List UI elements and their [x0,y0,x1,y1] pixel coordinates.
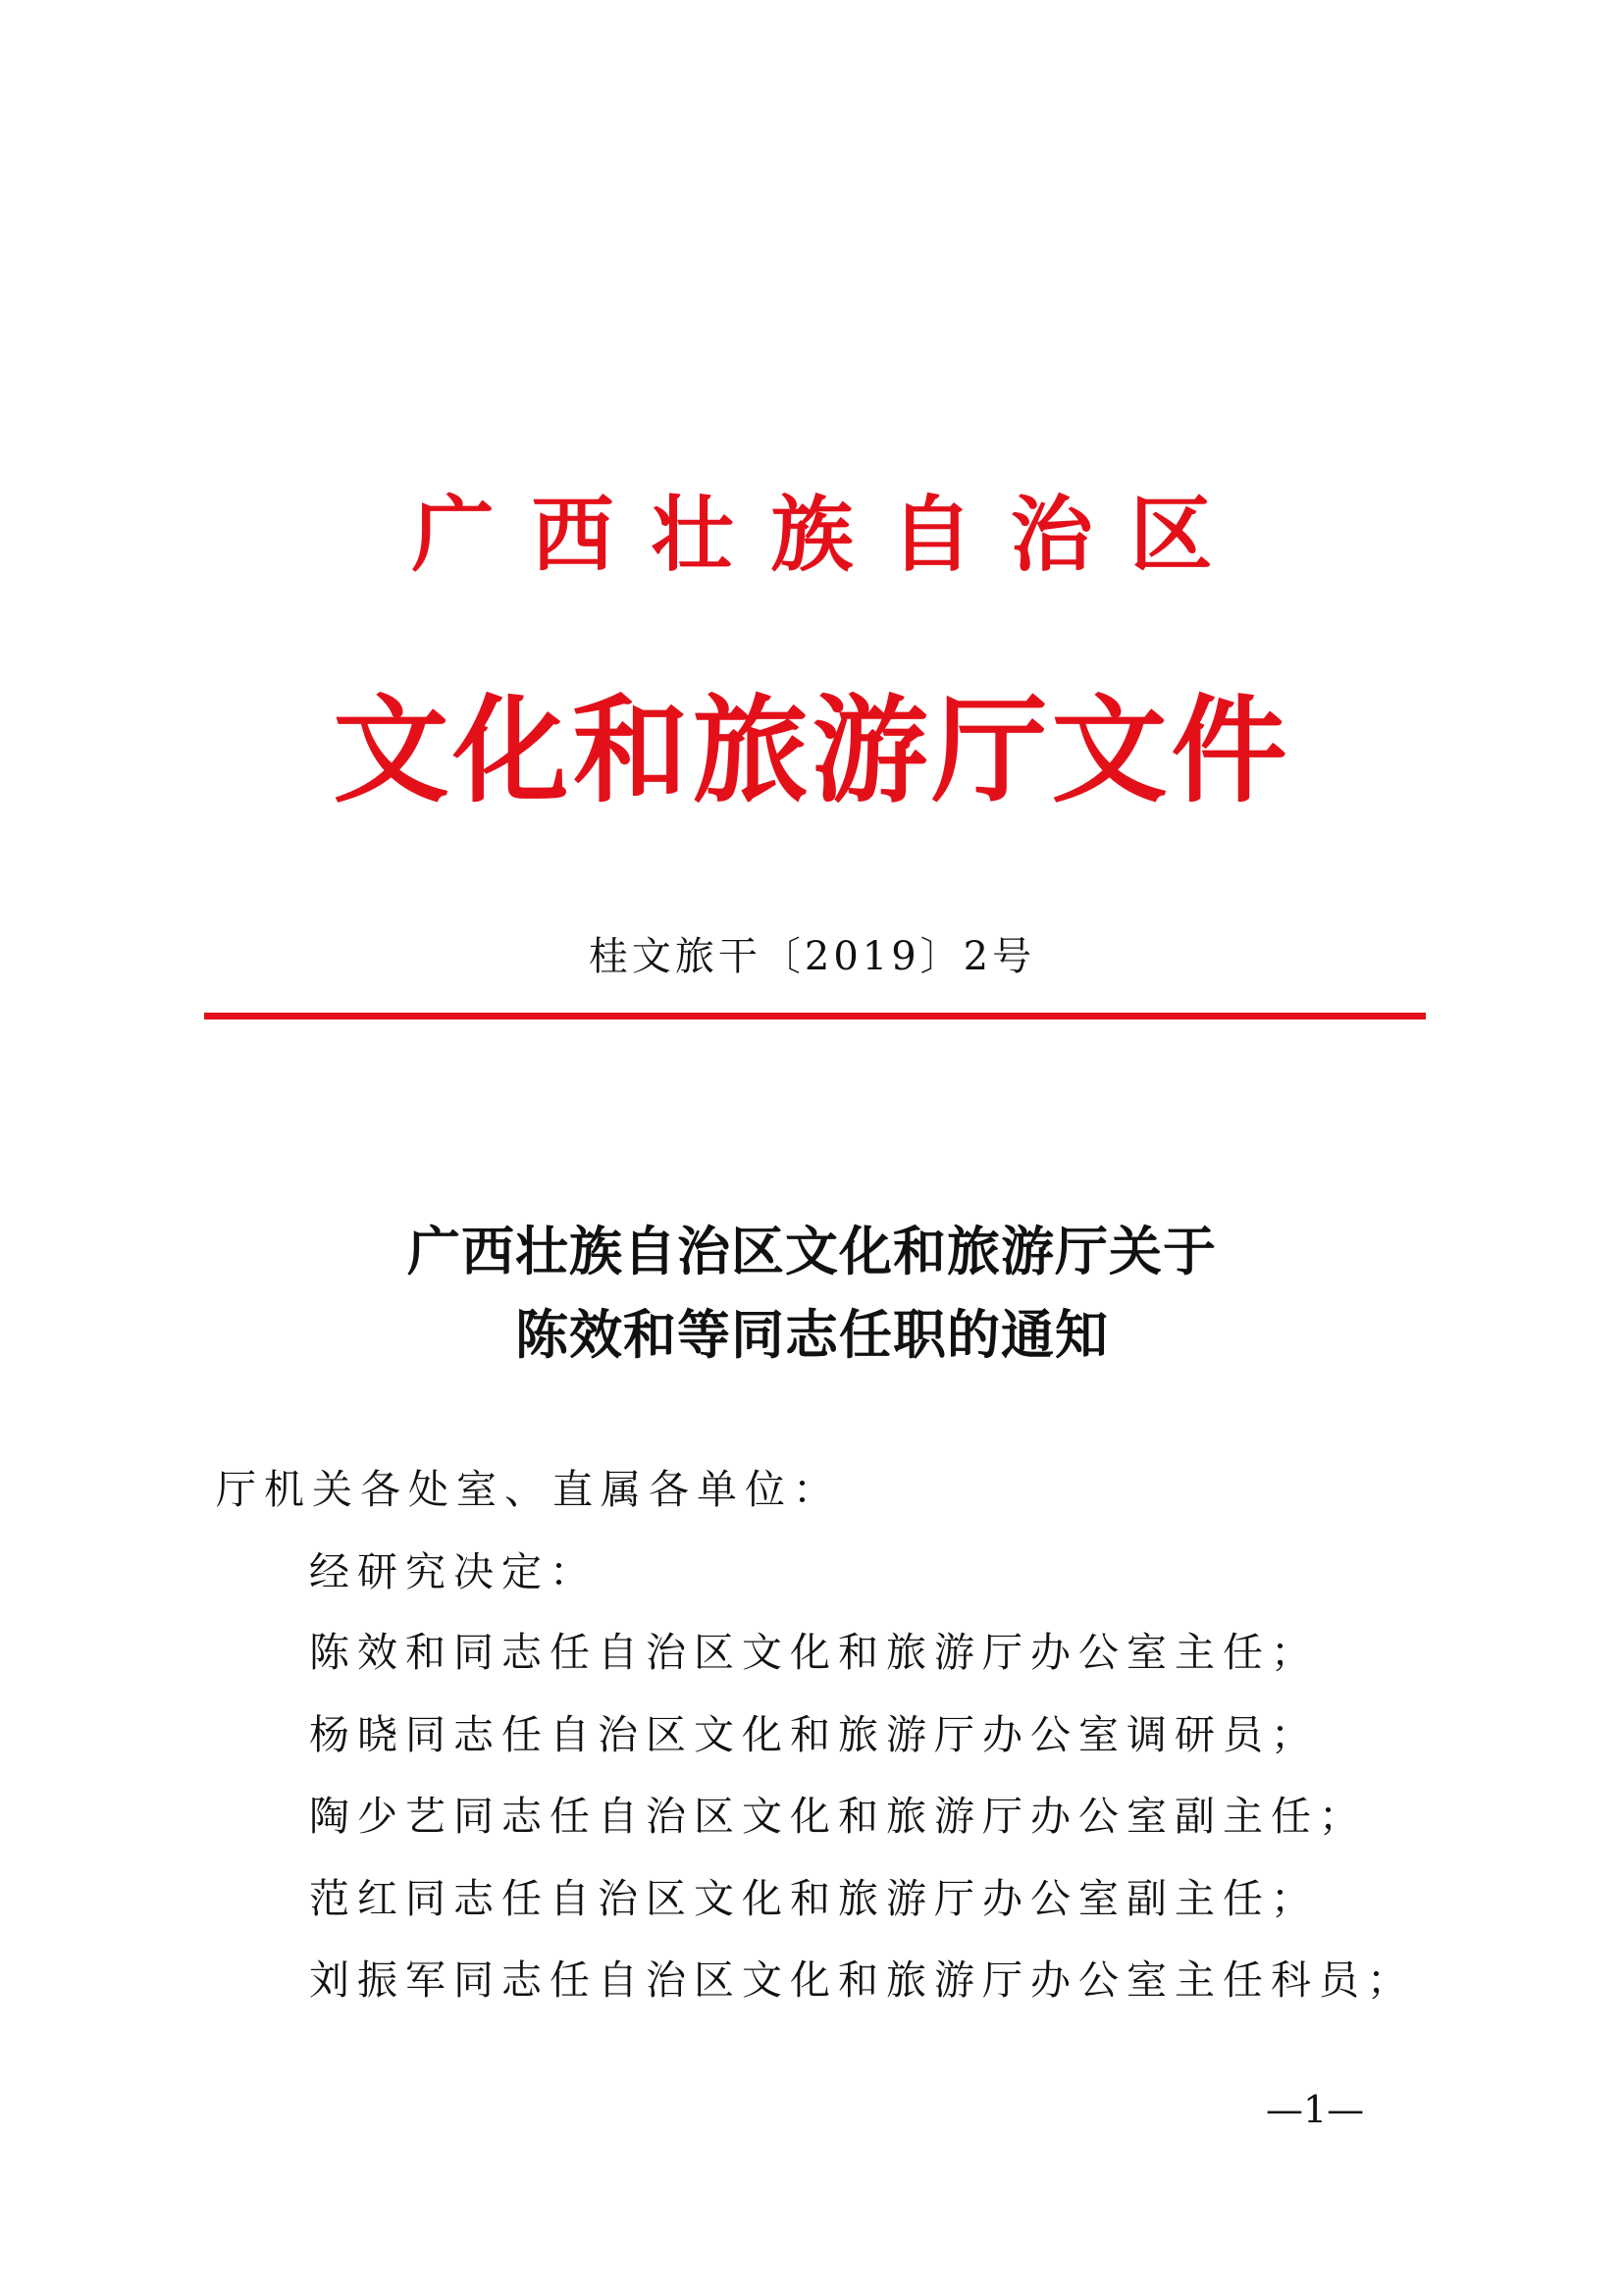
page-number: —1— [1266,2088,1365,2131]
document-number: 桂文旅干〔2019〕2号 [588,934,1036,979]
document-type-heading: 文化和旅游厅文件 [333,682,1291,818]
red-separator-rule [204,1013,1426,1019]
appointment-item: 陶少艺同志任自治区文化和旅游厅办公室副主任； [309,1793,1367,1840]
issuing-authority: 广西壮族自治区 [411,486,1250,583]
appointment-item: 刘振军同志任自治区文化和旅游厅办公室主任科员； [309,1957,1415,2004]
body-paragraph: 经研究决定： [309,1548,598,1595]
salutation: 厅机关各处室、直属各单位： [216,1466,841,1513]
notice-title-line-1: 广西壮族自治区文化和旅游厅关于 [407,1220,1217,1282]
appointment-item: 范红同志任自治区文化和旅游厅办公室副主任； [309,1875,1319,1922]
appointment-item: 陈效和同志任自治区文化和旅游厅办公室主任； [309,1629,1319,1676]
notice-title-line-2: 陈效和等同志任职的通知 [515,1303,1109,1366]
appointment-item: 杨晓同志任自治区文化和旅游厅办公室调研员； [309,1711,1319,1758]
